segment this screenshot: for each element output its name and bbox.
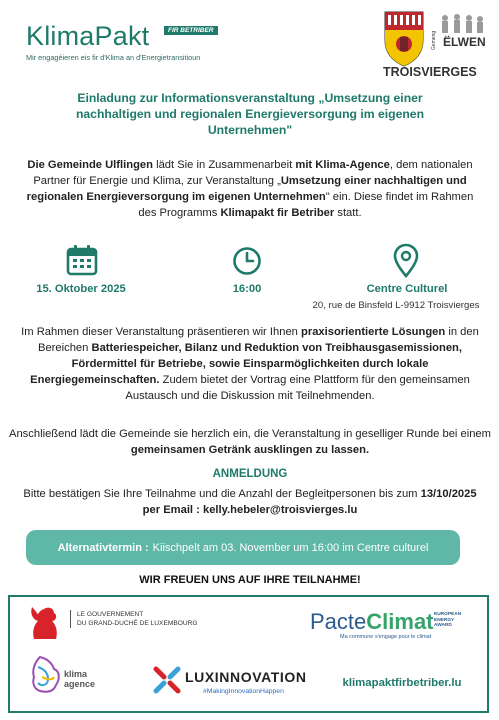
badge-line: ENERGY bbox=[434, 617, 455, 623]
anmeldung-part: Bitte bestätigen Sie Ihre Teilnahme und die Anzahl der Begleitpersonen bis zum bbox=[23, 488, 421, 500]
body-part: Batteriespeicher, Bilanz und Reduktion von Treibhausgasemissionen, Fördermittel für Betriebe, sowie Einsparmöglichkeiten durch lokale Energiegemeinschaften. bbox=[30, 342, 463, 386]
klima-line: klima bbox=[64, 669, 88, 679]
luxinnovation-logo bbox=[153, 666, 307, 699]
alternative-date-banner bbox=[26, 530, 460, 565]
figures-icon bbox=[442, 14, 483, 33]
body-paragraph bbox=[8, 324, 492, 404]
klimapakt-subtitle: Mir engagéieren eis fir d'Klima an d'Energietransitioun bbox=[26, 53, 201, 62]
coat-of-arms-icon bbox=[385, 12, 423, 66]
badge-line: EUROPEAN bbox=[434, 612, 462, 617]
pacte-word-a: Pacte bbox=[310, 609, 367, 634]
crest-bottom-label: TROISVIERGES bbox=[383, 65, 477, 78]
intro-part: statt. bbox=[334, 207, 362, 219]
website-link[interactable]: klimapaktfirbetriber.lu bbox=[342, 677, 462, 689]
page-title: Einladung zur Informationsveranstaltung „Umsetzung einer nachhaltigen und regionalen Energieversorgung im eigenen Unternehmen" bbox=[75, 91, 425, 137]
luxinnovation-icon bbox=[153, 666, 181, 694]
lion-icon bbox=[26, 603, 64, 643]
event-date: 15. Oktober 2025 bbox=[36, 283, 126, 295]
klimapakt-wordmark: KlimaPakt bbox=[26, 21, 150, 51]
klimapakt-tag: FIR BETRIBER bbox=[164, 26, 218, 35]
troisvierges-crest bbox=[383, 10, 493, 78]
body-part: Zudem bietet der Vortrag eine Plattform für den gemeinsamen Austausch und die Diskussion mit Teilnehmenden. bbox=[125, 374, 470, 402]
event-time: 16:00 bbox=[232, 283, 262, 295]
pacte-climat-logo bbox=[310, 609, 462, 640]
anmeldung-heading: ANMELDUNG bbox=[212, 468, 288, 480]
klima-agence-logo bbox=[30, 655, 96, 700]
intro-part: , dem nationalen Partner für Energie und Klima, zur Veranstaltung „ bbox=[33, 159, 473, 187]
closing-paragraph bbox=[8, 426, 492, 458]
anmeldung-deadline[interactable]: 13/10/2025 per Email : kelly.hebeler@troisvierges.lu bbox=[142, 488, 477, 516]
luxinnovation-wordmark: LUXINNOVATION bbox=[185, 669, 307, 685]
government-logo bbox=[26, 603, 198, 648]
event-address: 20, rue de Binsfeld L-9912 Troisvierges bbox=[312, 300, 480, 311]
pacte-subtitle: Ma commune s'engage pour le climat bbox=[340, 634, 432, 640]
calendar-icon bbox=[66, 244, 96, 274]
intro-part: lädt Sie in Zusammenarbeit bbox=[152, 159, 296, 171]
luxinnovation-tagline: #MakingInnovationHappen bbox=[203, 688, 284, 695]
energy-award-badge bbox=[434, 612, 461, 629]
crest-top-label: ËLWEN bbox=[443, 35, 486, 49]
body-part: Anschließend lädt die Gemeinde sie herzlich ein, die Veranstaltung in geselliger Runde bei einem bbox=[9, 428, 491, 440]
badge-line: AWARD bbox=[434, 623, 452, 629]
body-part: in den Bereichen bbox=[37, 326, 479, 354]
intro-part: Umsetzung einer nachhaltigen und regionalen Energieversorgung im eigenen Unternehmen bbox=[26, 175, 467, 203]
anmeldung-text bbox=[20, 486, 480, 518]
location-pin-icon bbox=[391, 243, 421, 273]
intro-part: " ein. Diese findet im Rahmen des Programms bbox=[138, 191, 474, 219]
body-part: praxisorientierte Lösungen bbox=[301, 326, 446, 338]
gov-line1: LE GOUVERNEMENT bbox=[77, 611, 144, 618]
closing-line: WIR FREUEN UNS AUF IHRE TEILNAHME! bbox=[139, 574, 361, 586]
klima-agence-icon bbox=[30, 655, 62, 695]
alternative-label: Alternativtermin : bbox=[57, 541, 149, 554]
klima-line: agence bbox=[64, 679, 96, 689]
crest-side-label: Gemeng bbox=[431, 30, 437, 50]
pacte-word-b: Climat bbox=[366, 609, 434, 634]
gov-line2: DU GRAND-DUCHÉ DE LUXEMBOURG bbox=[77, 620, 198, 627]
alternative-text: Kiischpelt am 03. November um 16:00 im Centre culturel bbox=[152, 541, 429, 554]
intro-part: Klimapakt fir Betriber bbox=[220, 207, 335, 219]
body-part: gemeinsamen Getränk ausklingen zu lassen. bbox=[130, 444, 370, 456]
clock-icon bbox=[232, 246, 262, 276]
intro-part: Die Gemeinde Ulflingen bbox=[27, 159, 153, 171]
klimapakt-logo bbox=[26, 21, 214, 62]
intro-paragraph bbox=[22, 157, 478, 221]
body-part: Im Rahmen dieser Veranstaltung präsentieren wir Ihnen bbox=[21, 326, 301, 338]
event-venue: Centre Culturel bbox=[366, 283, 448, 295]
intro-part: mit Klima-Agence bbox=[295, 159, 390, 171]
